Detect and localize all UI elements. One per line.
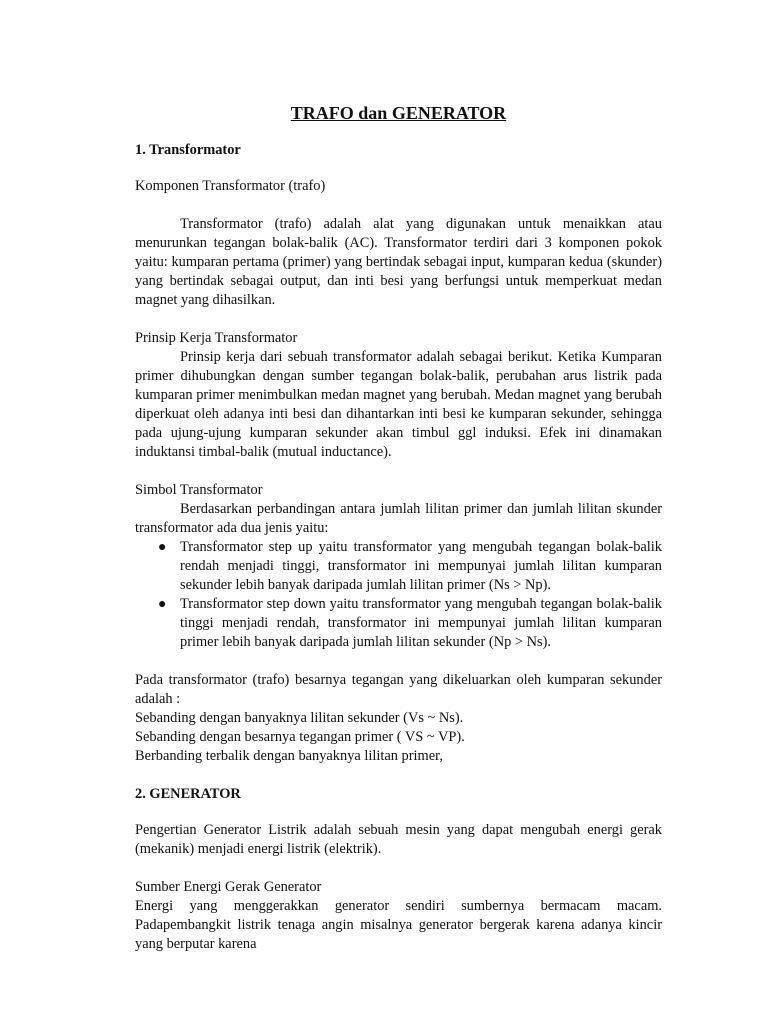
paragraph-voltage: Pada transformator (trafo) besarnya tegangan yang dikeluarkan oleh kumparan sekunder adalah : bbox=[135, 672, 662, 707]
subheading-components: Komponen Transformator (trafo) bbox=[135, 178, 326, 194]
spacer bbox=[135, 196, 662, 215]
voltage-line: Berbanding terbalik dengan banyaknya lilitan primer, bbox=[135, 748, 443, 764]
subheading-energy-source: Sumber Energi Gerak Generator bbox=[135, 879, 322, 895]
voltage-line: Sebanding dengan besarnya tegangan primer ( VS ~ VP). bbox=[135, 729, 465, 745]
list-item bbox=[158, 538, 662, 595]
list-item-text: Transformator step up yaitu transformator yang mengubah tegangan bolak-balik rendah menjadi tinggi, transformator ini mempunyai jumlah lilitan kumparan sekunder lebih banyak daripada jumlah lilitan primer (Ns > Np). bbox=[180, 539, 662, 593]
paragraph-generator-definition: Pengertian Generator Listrik adalah sebuah mesin yang dapat mengubah energi gerak (mekanik) menjadi energi listrik (elektrik). bbox=[135, 822, 662, 857]
document-body bbox=[135, 102, 662, 954]
transformer-type-list bbox=[135, 538, 662, 652]
paragraph-symbol: Berdasarkan perbandingan antara jumlah lilitan primer dan jumlah lilitan skunder transformator ada dua jenis yaitu: bbox=[135, 501, 662, 536]
list-item bbox=[158, 595, 662, 652]
bullet-icon: ● bbox=[158, 540, 167, 555]
spacer bbox=[135, 310, 662, 329]
voltage-line: Sebanding dengan banyaknya lilitan sekunder (Vs ~ Ns). bbox=[135, 710, 464, 726]
subheading-symbol: Simbol Transformator bbox=[135, 482, 263, 498]
subheading-principle: Prinsip Kerja Transformator bbox=[135, 330, 298, 346]
section-heading-transformator: 1. Transformator bbox=[135, 142, 241, 158]
paragraph-principle: Prinsip kerja dari sebuah transformator adalah sebagai berikut. Ketika Kumparan primer dihubungkan dengan sumber tegangan bolak-balik, perubahan arus listrik pada kumparan primer menimbulkan medan magnet yang berubah. Medan magnet yang berubah diperkuat oleh adanya inti besi dan dihantarkan inti besi ke kumparan sekunder, sehingga pada ujung-ujung kumparan sekunder akan timbul ggl induksi. Efek ini dinamakan induktansi timbal-balik (mutual inductance). bbox=[135, 349, 662, 460]
spacer bbox=[135, 652, 662, 671]
list-item-text: Transformator step down yaitu transformator yang mengubah tegangan bolak-balik tinggi menjadi rendah, transformator ini mempunyai jumlah lilitan kumparan primer lebih banyak daripada jumlah lilitan sekunder (Np > Ns). bbox=[180, 596, 662, 650]
spacer bbox=[135, 859, 662, 878]
spacer bbox=[135, 462, 662, 481]
spacer bbox=[135, 766, 662, 785]
paragraph-components: Transformator (trafo) adalah alat yang digunakan untuk menaikkan atau menurunkan tegangan bolak-balik (AC). Transformator terdiri dari 3 komponen pokok yaitu: kumparan pertama (primer) yang bertindak sebagai input, kumparan kedua (skunder) yang bertindak sebagai output, dan inti besi yang berfungsi untuk memperkuat medan magnet yang dihasilkan. bbox=[135, 216, 662, 308]
paragraph-energy-source: Energi yang menggerakkan generator sendiri sumbernya bermacam macam. Padapembangkit listrik tenaga angin misalnya generator bergerak karena adanya kincir yang berputar karena bbox=[135, 898, 662, 952]
section-heading-generator: 2. GENERATOR bbox=[135, 786, 241, 802]
document-title: TRAFO dan GENERATOR bbox=[290, 103, 507, 123]
bullet-icon: ● bbox=[158, 597, 167, 612]
